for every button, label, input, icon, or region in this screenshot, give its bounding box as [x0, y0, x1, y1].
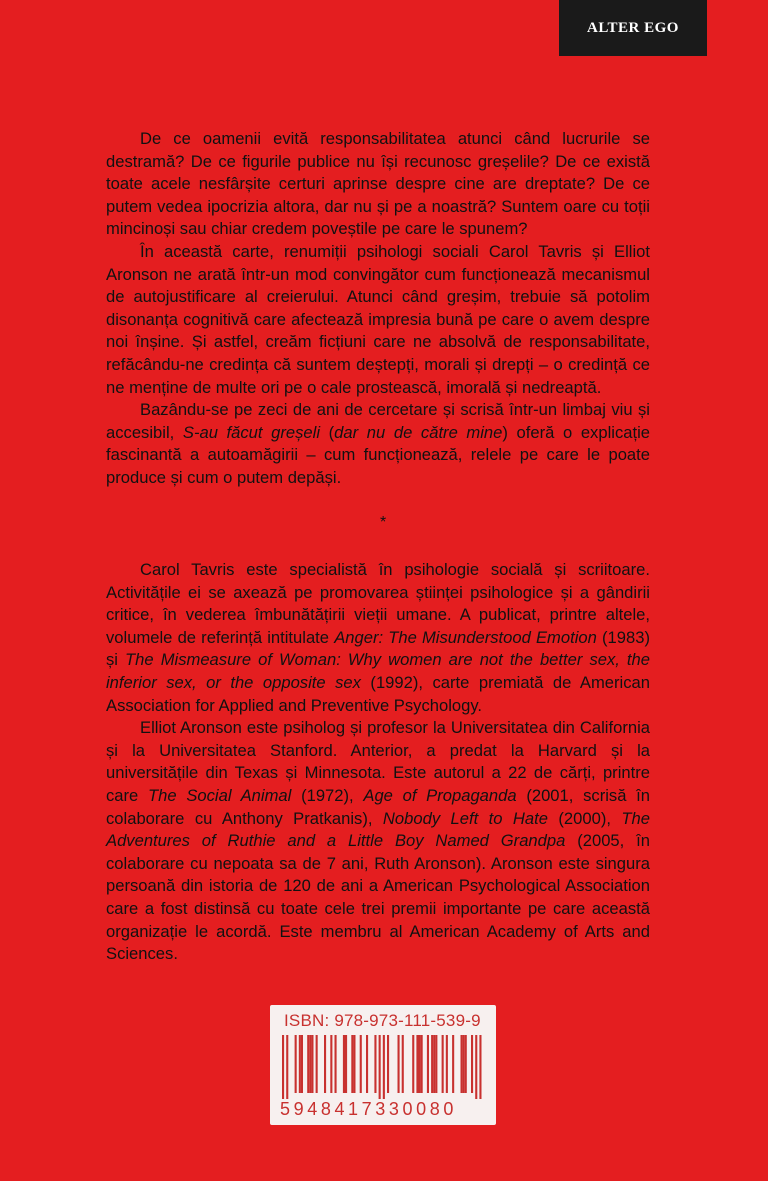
barcode-bar	[345, 1035, 347, 1093]
paragraph-text: (	[320, 422, 335, 442]
barcode-bar	[301, 1035, 303, 1093]
paragraph-text: (2000),	[547, 808, 622, 828]
barcode-bar	[446, 1035, 448, 1093]
paragraph-text: În această carte, renumiții psihologi sociali Carol Tavris și Elliot Aronson ne arată într-un mod convingător cum funcționează mecanismul de autojustificare al creierului. Atunci când greșim, trebuie să potolim disonanța cognitivă care afectează impresia bună pe care o avem despre noi înșine. Și astfel, creăm ficțiuni care ne absolvă de responsabilitate, refăcându-ne credința că suntem deștepți, morali și drepți – o credință ce ne menține de multe ori pe o cale prostească, imorală și nedreaptă.	[106, 241, 650, 397]
isbn-label: ISBN: 978-973-111-539-9	[284, 1011, 481, 1030]
barcode-bar	[465, 1035, 467, 1093]
barcode-bar	[379, 1035, 381, 1099]
paragraph-text: Carol Tavris este specialistă în psihologie socială și scriitoare. Activitățile ei se axează pe promovarea științei psihologice și a gândirii critice, în vederea îmbunătățirii vieții umane. A publicat, printre altele, volumele de referință intitulate	[106, 560, 650, 647]
barcode-bar	[309, 1035, 311, 1093]
paragraph-text: (1983) și	[106, 627, 651, 670]
paragraph-text: (1972),	[291, 785, 364, 805]
paragraph-text: (2005, în colaborare cu nepoata sa de 7 ani, Ruth Aronson). Aronson este singura persoană din istoria de 120 de ani a American Psychological Association care a fost distinsă cu toate cele trei premii importante pe care această organizație le acordă. Este membru al American Academy of Arts and Sciences.	[106, 831, 650, 964]
barcode-bar	[299, 1035, 301, 1093]
barcode-bar	[360, 1035, 362, 1093]
barcode-bar	[383, 1035, 385, 1099]
barcode-bar	[412, 1035, 414, 1093]
book-title: The Adventures of Ruthie and a Little Boy Named Grandpa	[106, 808, 650, 851]
barcode-bar	[419, 1035, 421, 1093]
barcode-bar	[366, 1035, 368, 1093]
isbn-barcode-block	[270, 1005, 496, 1125]
barcode-image	[278, 1035, 488, 1099]
barcode-bar	[416, 1035, 418, 1093]
barcode-bar	[479, 1035, 481, 1099]
book-title: dar nu de către mine	[334, 422, 503, 442]
barcode-bar	[463, 1035, 465, 1093]
barcode-bar	[402, 1035, 404, 1093]
section-separator: *	[380, 514, 387, 531]
barcode-bar	[431, 1035, 433, 1093]
paragraph-text: De ce oamenii evită responsabilitatea atunci când lucrurile se destramă? De ce figurile publice nu își recunosc greșelile? De ce există toate acele nesfârșite certuri aprinse despre cine are dreptate? De ce putem vedea ipocrizia altora, dar nu și pe a noastră? Suntem oare cu toții mincinoși sau chiar credem poveștile pe care le spunem?	[106, 129, 650, 239]
barcode-bar	[351, 1035, 353, 1093]
barcode-bar	[421, 1035, 423, 1093]
barcode-bar	[311, 1035, 313, 1093]
barcode-bar	[461, 1035, 463, 1093]
barcode-bar	[433, 1035, 435, 1093]
book-title: Nobody Left to Hate	[382, 808, 548, 828]
paragraph-text: ) oferă o explicație fascinantă a autoamăgirii – cum funcționează, relele pe care le poate produce și cum o putem depăși.	[106, 422, 650, 487]
paragraph-text: Bazându-se pe zeci de ani de cercetare și scrisă într-un limbaj viu și accesibil,	[106, 400, 650, 442]
book-title: Anger: The Misunderstood Emotion	[334, 627, 597, 647]
paragraph-text: (2001, scrisă în colaborare cu Anthony Pratkanis),	[106, 785, 650, 828]
book-title: S-au făcut greșeli	[182, 422, 321, 442]
publisher-logo: ALTER EGO	[559, 0, 707, 56]
barcode-bar	[295, 1035, 297, 1093]
barcode-bar	[427, 1035, 429, 1093]
barcode-bar	[282, 1035, 284, 1099]
description-paragraph	[106, 128, 650, 241]
book-title: The Mismeasure of Woman: Why women are not the better sex, the inferior sex, or the opposite sex	[106, 650, 650, 692]
barcode-bar	[471, 1035, 473, 1093]
barcode-bar	[330, 1035, 332, 1093]
barcode-bar	[475, 1035, 477, 1099]
barcode-bar	[307, 1035, 309, 1093]
barcode-bar	[387, 1035, 389, 1093]
barcode-bar	[353, 1035, 355, 1093]
barcode-bar	[343, 1035, 345, 1093]
barcode-bar	[442, 1035, 444, 1093]
paragraph-text: (1992), carte premiată de American Association for Applied and Preventive Psychology.	[106, 672, 650, 715]
barcode-bar	[316, 1035, 318, 1093]
bio-paragraph	[106, 717, 650, 966]
paragraph-text: Elliot Aronson este psiholog și profesor la Universitatea din California și la Universitatea Stanford. Anterior, a predat la Harvard și la universitățile din Texas și Minnesota. Este autorul a 22 de cărți, printre care	[106, 718, 650, 805]
description-paragraph	[106, 241, 650, 399]
barcode-digits: 5948417330080	[280, 1099, 457, 1119]
barcode-bar	[335, 1035, 337, 1093]
bio-paragraph	[106, 559, 650, 717]
barcode-bar	[452, 1035, 454, 1093]
barcode-bar	[286, 1035, 288, 1099]
author-biographies	[106, 559, 650, 966]
description-paragraph	[106, 399, 650, 489]
barcode-bar	[324, 1035, 326, 1093]
barcode-bar	[398, 1035, 400, 1093]
barcode-bar	[435, 1035, 437, 1093]
book-description	[106, 128, 650, 490]
book-title: The Social Animal	[148, 785, 292, 805]
book-title: Age of Propaganda	[363, 785, 517, 805]
barcode-bar	[374, 1035, 376, 1093]
